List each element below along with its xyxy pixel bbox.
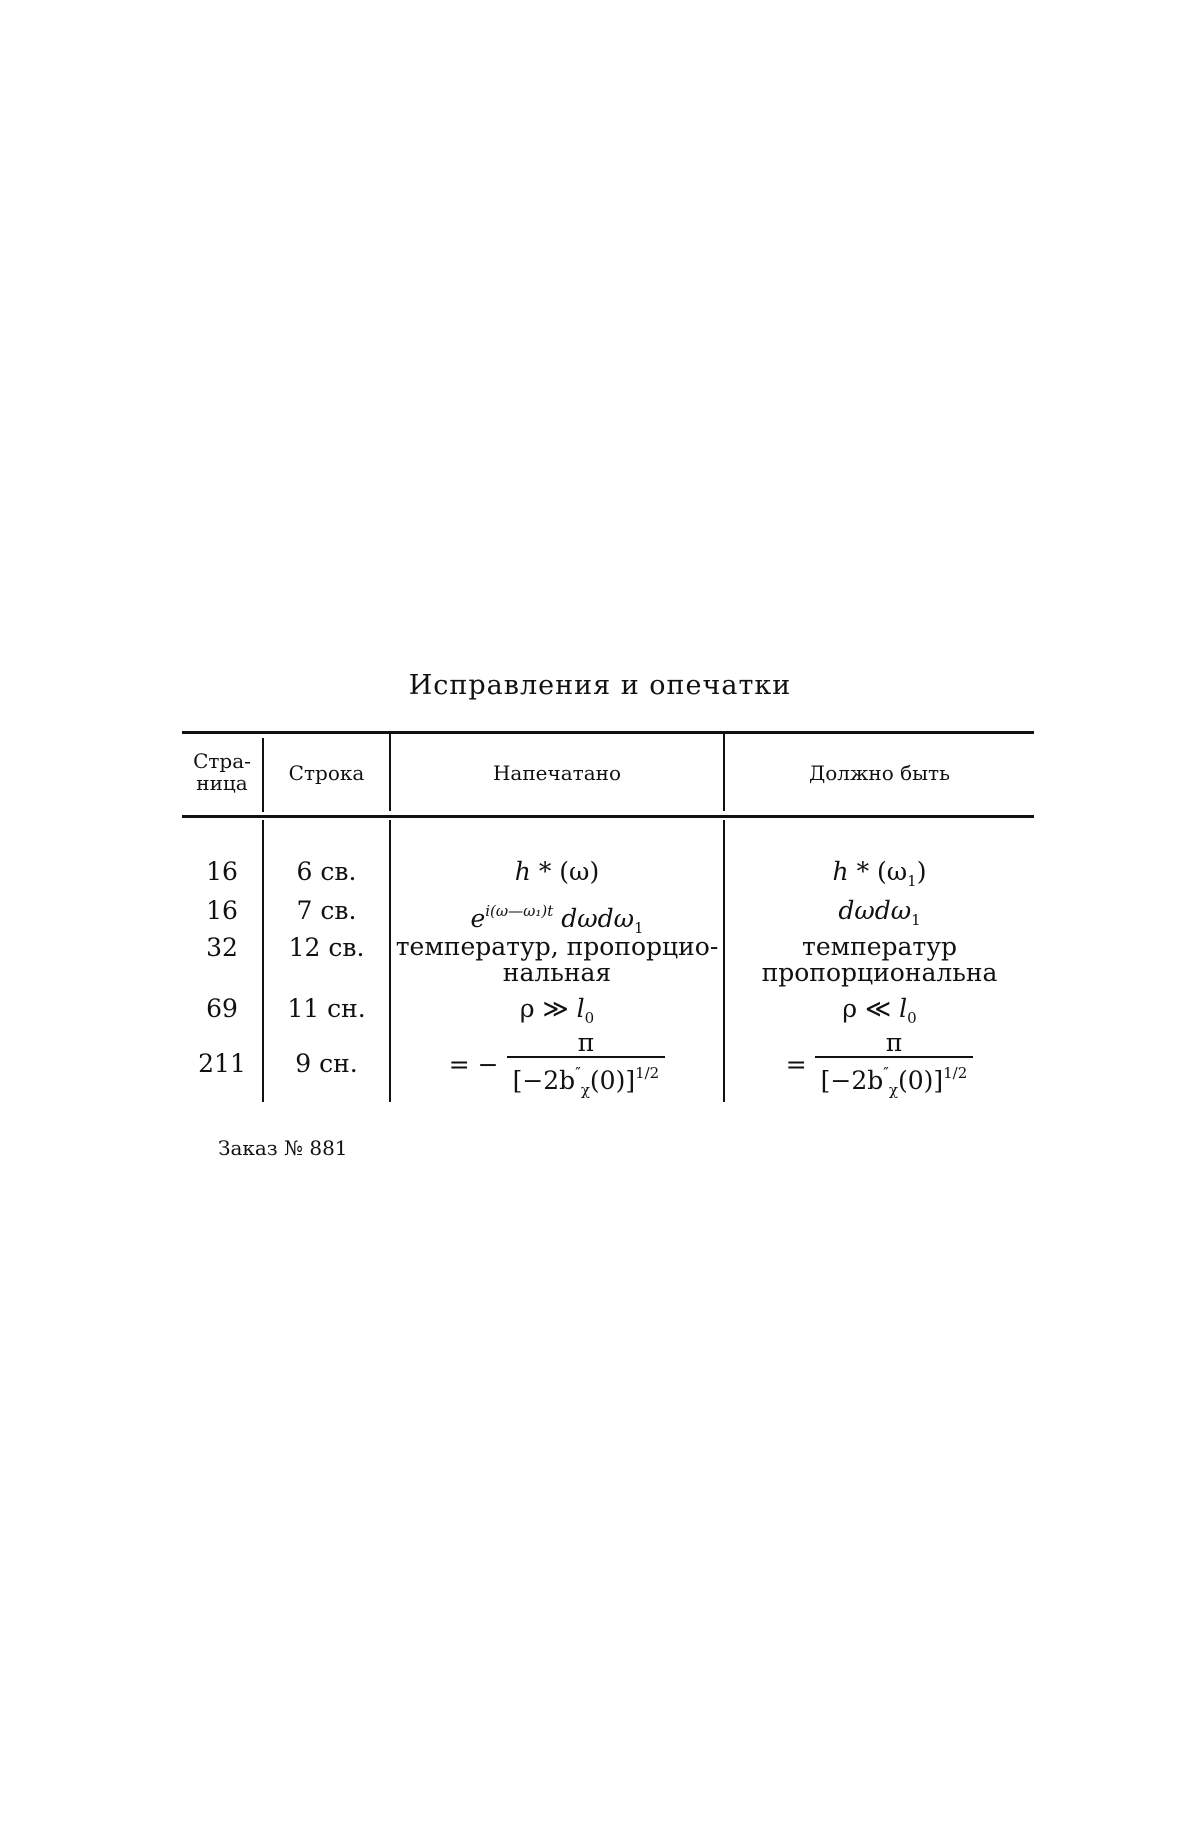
order-number: Заказ № 881 — [218, 1136, 348, 1160]
table-row-4-page: 69 — [206, 994, 238, 1023]
formula-part: [−2b — [820, 1066, 884, 1095]
page-title: Исправления и опечатки — [408, 670, 792, 701]
formula-prime: ″ — [883, 1064, 889, 1082]
table-row-5-line: 9 сн. — [295, 1049, 358, 1078]
fraction-denominator — [507, 1056, 666, 1103]
formula-rho: ρ — [842, 994, 858, 1023]
formula-e: e — [470, 904, 486, 933]
formula-equals-minus: = − — [448, 1050, 499, 1079]
table-row-5-should-be — [725, 1030, 1034, 1103]
table-row-3-line: 12 св. — [288, 933, 365, 962]
header-line: Строка — [288, 761, 365, 785]
formula-exponent: 1/2 — [635, 1064, 660, 1082]
table-row-2-page: 16 — [206, 896, 238, 925]
formula-part: dωdω — [838, 896, 912, 925]
formula-exponent: i(ω—ω₁)t — [485, 902, 554, 920]
formula-part: (0)] — [897, 1066, 944, 1095]
fraction-denominator — [815, 1056, 974, 1103]
header-printed: Напечатано — [492, 761, 622, 785]
formula-part: (0)] — [589, 1066, 636, 1095]
table-row-5-printed — [391, 1030, 723, 1103]
formula-relation: ≪ — [857, 994, 900, 1023]
formula-relation: ≫ — [534, 994, 577, 1023]
formula-subscript: 1 — [634, 919, 644, 937]
formula-subscript: 1 — [907, 872, 917, 890]
formula-l: l — [899, 994, 908, 1023]
table-row-2-should-be — [725, 897, 1034, 934]
formula-rho: ρ — [519, 994, 535, 1023]
formula-h: h — [514, 857, 531, 886]
formula-part: dωdω — [561, 904, 634, 933]
formula-part: * (ω) — [530, 857, 600, 886]
formula-subscript: 0 — [584, 1009, 595, 1027]
header-should-be: Должно быть — [808, 761, 951, 785]
fraction — [815, 1030, 974, 1103]
fraction-numerator: π — [885, 1028, 903, 1057]
table-header-rule — [182, 815, 1034, 818]
table-row-5-page: 211 — [198, 1049, 246, 1078]
formula-prime: ″ — [575, 1064, 581, 1082]
table-row-3-printed: температур, пропорцио- нальная — [395, 932, 719, 987]
table-row-1-printed — [391, 858, 723, 886]
table-top-rule — [182, 731, 1034, 734]
fraction-numerator: π — [577, 1028, 595, 1057]
table-row-3-should-be: температур пропорциональна — [761, 932, 998, 987]
table-row-4-should-be — [725, 995, 1034, 1032]
table-row-1-page: 16 — [206, 857, 238, 886]
table-row-1-should-be — [725, 858, 1034, 895]
table-row-3-page: 32 — [206, 933, 238, 962]
fraction — [507, 1030, 666, 1103]
formula-part: [−2b — [512, 1066, 576, 1095]
formula-part: ) — [916, 857, 927, 886]
formula-equals: = — [785, 1050, 807, 1079]
formula-exponent: 1/2 — [943, 1064, 968, 1082]
formula-subscript: 1 — [911, 911, 921, 929]
formula-h: h — [832, 857, 849, 886]
table-row-2-line: 7 св. — [296, 896, 357, 925]
formula-subscript: 0 — [907, 1009, 917, 1027]
header-page: Стра- ница — [193, 749, 251, 795]
formula-part: * (ω — [848, 857, 908, 886]
formula-chi: χ — [888, 1081, 898, 1099]
formula-chi: χ — [580, 1081, 590, 1099]
formula-l: l — [576, 994, 585, 1023]
table-row-1-line: 6 св. — [296, 857, 357, 886]
table-row-4-line: 11 сн. — [287, 994, 366, 1023]
table-row-4-printed — [391, 995, 723, 1032]
